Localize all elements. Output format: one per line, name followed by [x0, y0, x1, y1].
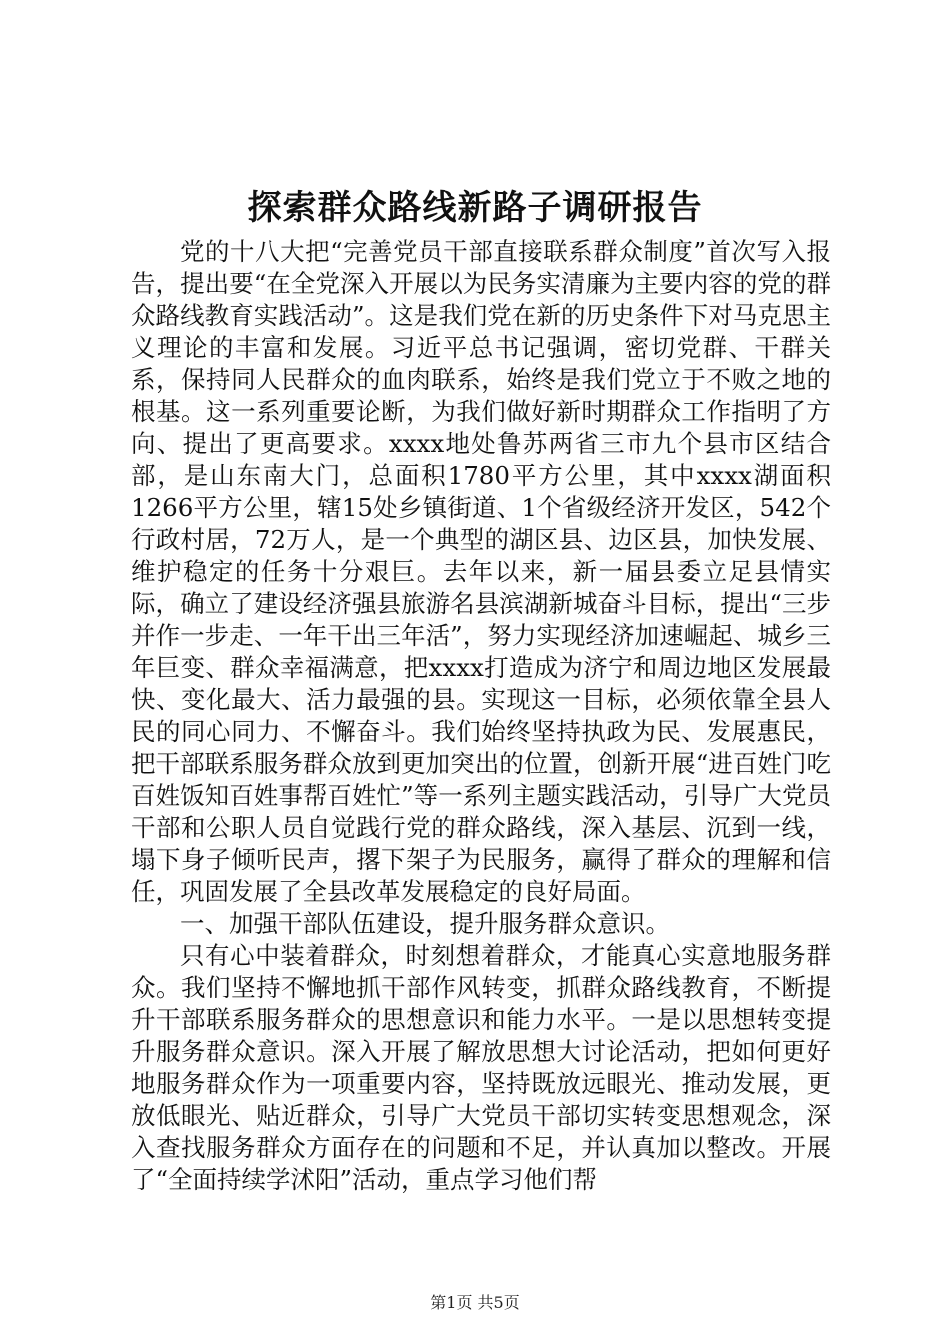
- page-title: 探索群众路线新路子调研报告: [247, 188, 703, 228]
- paragraph-intro: 党的十八大把“完善党员干部直接联系群众制度”首次写入报告，提出要“在全党深入开展以为民务实清廉为主要内容的党的群众路线教育实践活动”。这是我们党在新的历史条件下对马克思主义理论的丰富和发展。习近平总书记强调，密切党群、干群关系，保持同人民群众的血肉联系，始终是我们党立于不败之地的根基。这一系列重要论断，为我们做好新时期群众工作指明了方向、提出了更高要求。xxxx地处鲁苏两省三市九个县市区结合部，是山东南大门，总面积1780平方公里，其中xxxx湖面积1266平方公里，辖15处乡镇街道、1个省级经济开发区，542个行政村居，72万人，是一个典型的湖区县、边区县，加快发展、维护稳定的任务十分艰巨。去年以来，新一届县委立足县情实际，确立了建设经济强县旅游名县滨湖新城奋斗目标，提出“三步并作一步走、一年干出三年活”，努力实现经济加速崛起、城乡三年巨变、群众幸福满意，把xxxx打造成为济宁和周边地区发展最快、变化最大、活力最强的县。实现这一目标，必须依靠全县人民的同心同力、不懈奋斗。我们始终坚持执政为民、发展惠民，把干部联系服务群众放到更加突出的位置，创新开展“进百姓门吃百姓饭知百姓事帮百姓忙”等一系列主题实践活动，引导广大党员干部和公职人员自觉践行党的群众路线，深入基层、沉到一线，塌下身子倾听民声，撂下架子为民服务，赢得了群众的理解和信任，巩固发展了全县改革发展稳定的良好局面。: [131, 237, 831, 906]
- section-heading-1: 一、加强干部队伍建设，提升服务群众意识。: [180, 909, 670, 938]
- page-footer: 第1页 共5页: [430, 1293, 520, 1312]
- document-body: [131, 236, 831, 1196]
- paragraph-section-1: 只有心中装着群众，时刻想着群众，才能真心实意地服务群众。我们坚持不懈地抓干部作风转变，抓群众路线教育，不断提升干部联系服务群众的思想意识和能力水平。一是以思想转变提升服务群众意识。深入开展了解放思想大讨论活动，把如何更好地服务群众作为一项重要内容，坚持既放远眼光、推动发展，更放低眼光、贴近群众，引导广大党员干部切实转变思想观念，深入查找服务群众方面存在的问题和不足，并认真加以整改。开展了“全面持续学沭阳”活动，重点学习他们帮: [131, 941, 831, 1194]
